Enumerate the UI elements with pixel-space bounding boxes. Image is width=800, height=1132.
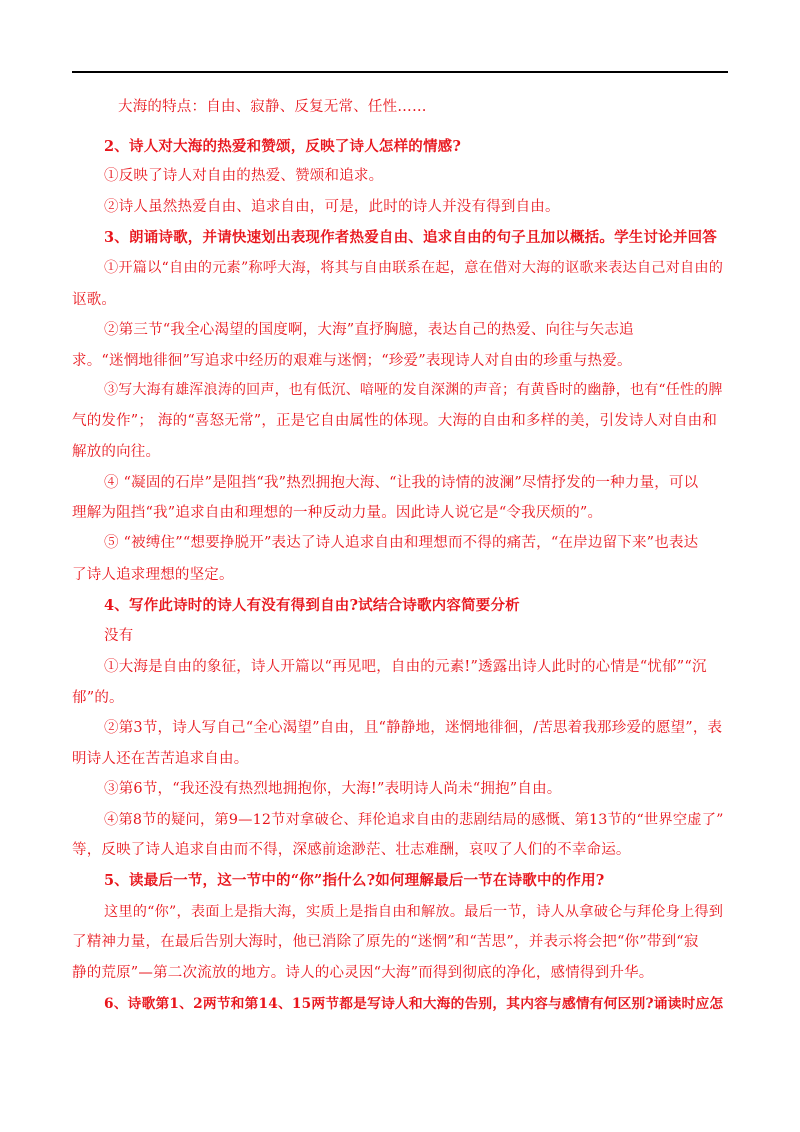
- answer-4-point-4-line-1: ④第8节的疑问，第9—12节对拿破仑、拜伦追求自由的悲剧结局的感慨、第13节的“世界空虚了”: [104, 812, 724, 828]
- answer-4-point-4-line-2: 等，反映了诗人追求自由而不得，深感前途渺茫、壮志难酬，哀叹了人们的不幸命运。: [72, 842, 631, 858]
- answer-3-point-2-line-2: 求。“迷惘地徘徊”写追求中经历的艰难与迷惘；“珍爱”表现诗人对自由的珍重与热爱。: [72, 353, 632, 369]
- question-5-heading: 5、读最后一节，这一节中的“你”指什么?如何理解最后一节在诗歌中的作用?: [104, 872, 605, 889]
- answer-2-point-1: ①反映了诗人对自由的热爱、赞颂和追求。: [104, 168, 384, 184]
- answer-3-point-5-line-1: ⑤ “被缚住”“想要挣脱开”表达了诗人追求自由和理想而不得的痛苦，“在岸边留下来”也表达: [104, 535, 699, 551]
- header-rule: [72, 71, 728, 73]
- answer-2-point-2: ②诗人虽然热爱自由、追求自由，可是，此时的诗人并没有得到自由。: [104, 199, 560, 215]
- answer-4-point-2-line-2: 明诗人还在苦苦追求自由。: [72, 751, 249, 767]
- answer-5-line-3: 静的荒原”—第二次流放的地方。诗人的心灵因“大海”而得到彻底的净化，感情得到升华。: [72, 965, 654, 981]
- answer-3-point-3-line-1: ③写大海有雄浑浪涛的回声，也有低沉、喑哑的发自深渊的声音；有黄昏时的幽静，也有“任性的脾: [104, 382, 723, 398]
- answer-3-point-1-line-2: 讴歌。: [72, 292, 117, 308]
- answer-4-point-2-line-1: ②第3节，诗人写自己“全心渴望”自由，且“静静地，迷惘地徘徊，/苦思着我那珍爱的愿望”，表: [104, 720, 723, 736]
- answer-3-point-5-line-2: 了诗人追求理想的坚定。: [72, 567, 234, 583]
- question-3-heading: 3、朗诵诗歌，并请快速划出表现作者热爱自由、追求自由的句子且加以概括。学生讨论并回答: [104, 229, 717, 246]
- answer-4-point-1-line-1: ①大海是自由的象征，诗人开篇以“再见吧，自由的元素!”透露出诗人此时的心情是“忧郁”“沉: [104, 659, 707, 675]
- answer-4-point-1-line-2: 郁”的。: [72, 690, 124, 706]
- answer-4-summary: 没有: [104, 628, 134, 644]
- answer-3-point-4-line-2: 理解为阻挡“我”追求自由和理想的一种反动力量。因此诗人说它是“令我厌烦的”。: [72, 505, 603, 521]
- question-2-heading: 2、诗人对大海的热爱和赞颂，反映了诗人怎样的情感?: [104, 138, 462, 155]
- answer-3-point-4-line-1: ④ “凝固的石岸”是阻挡“我”热烈拥抱大海、“让我的诗情的波澜”尽情抒发的一种力量，可以: [104, 475, 699, 491]
- answer-3-point-2-line-1: ②第三节“我全心渴望的国度啊，大海”直抒胸臆，表达自己的热爱、向往与矢志追: [104, 322, 634, 338]
- answer-4-point-3: ③第6节，“我还没有热烈地拥抱你，大海!”表明诗人尚未“拥抱”自由。: [104, 781, 562, 797]
- question-4-heading: 4、写作此诗时的诗人有没有得到自由?试结合诗歌内容简要分析: [104, 597, 520, 614]
- question-6-heading: 6、诗歌第1、2两节和第14、15两节都是写诗人和大海的告别，其内容与感情有何区别?诵读时应怎: [104, 996, 724, 1012]
- answer-3-point-3-line-3: 解放的向往。: [72, 444, 161, 460]
- answer-3-point-1-line-1: ①开篇以“自由的元素”称呼大海，将其与自由联系在起，意在借对大海的讴歌来表达自己对自由的: [104, 260, 724, 276]
- answer-5-line-2: 了精神力量，在最后告别大海时，他已消除了原先的“迷惘”和“苦思”，并表示将会把“你”带到“寂: [72, 934, 699, 950]
- answer-5-line-1: 这里的“你”，表面上是指大海，实质上是指自由和解放。最后一节，诗人从拿破仑与拜伦身上得到: [104, 904, 724, 920]
- answer-3-point-3-line-2: 气的发作”； 海的“喜怒无常”，正是它自由属性的体现。大海的自由和多样的美，引发诗人对自由和: [72, 413, 718, 429]
- sea-features-line: 大海的特点：自由、寂静、反复无常、任性……: [118, 99, 427, 115]
